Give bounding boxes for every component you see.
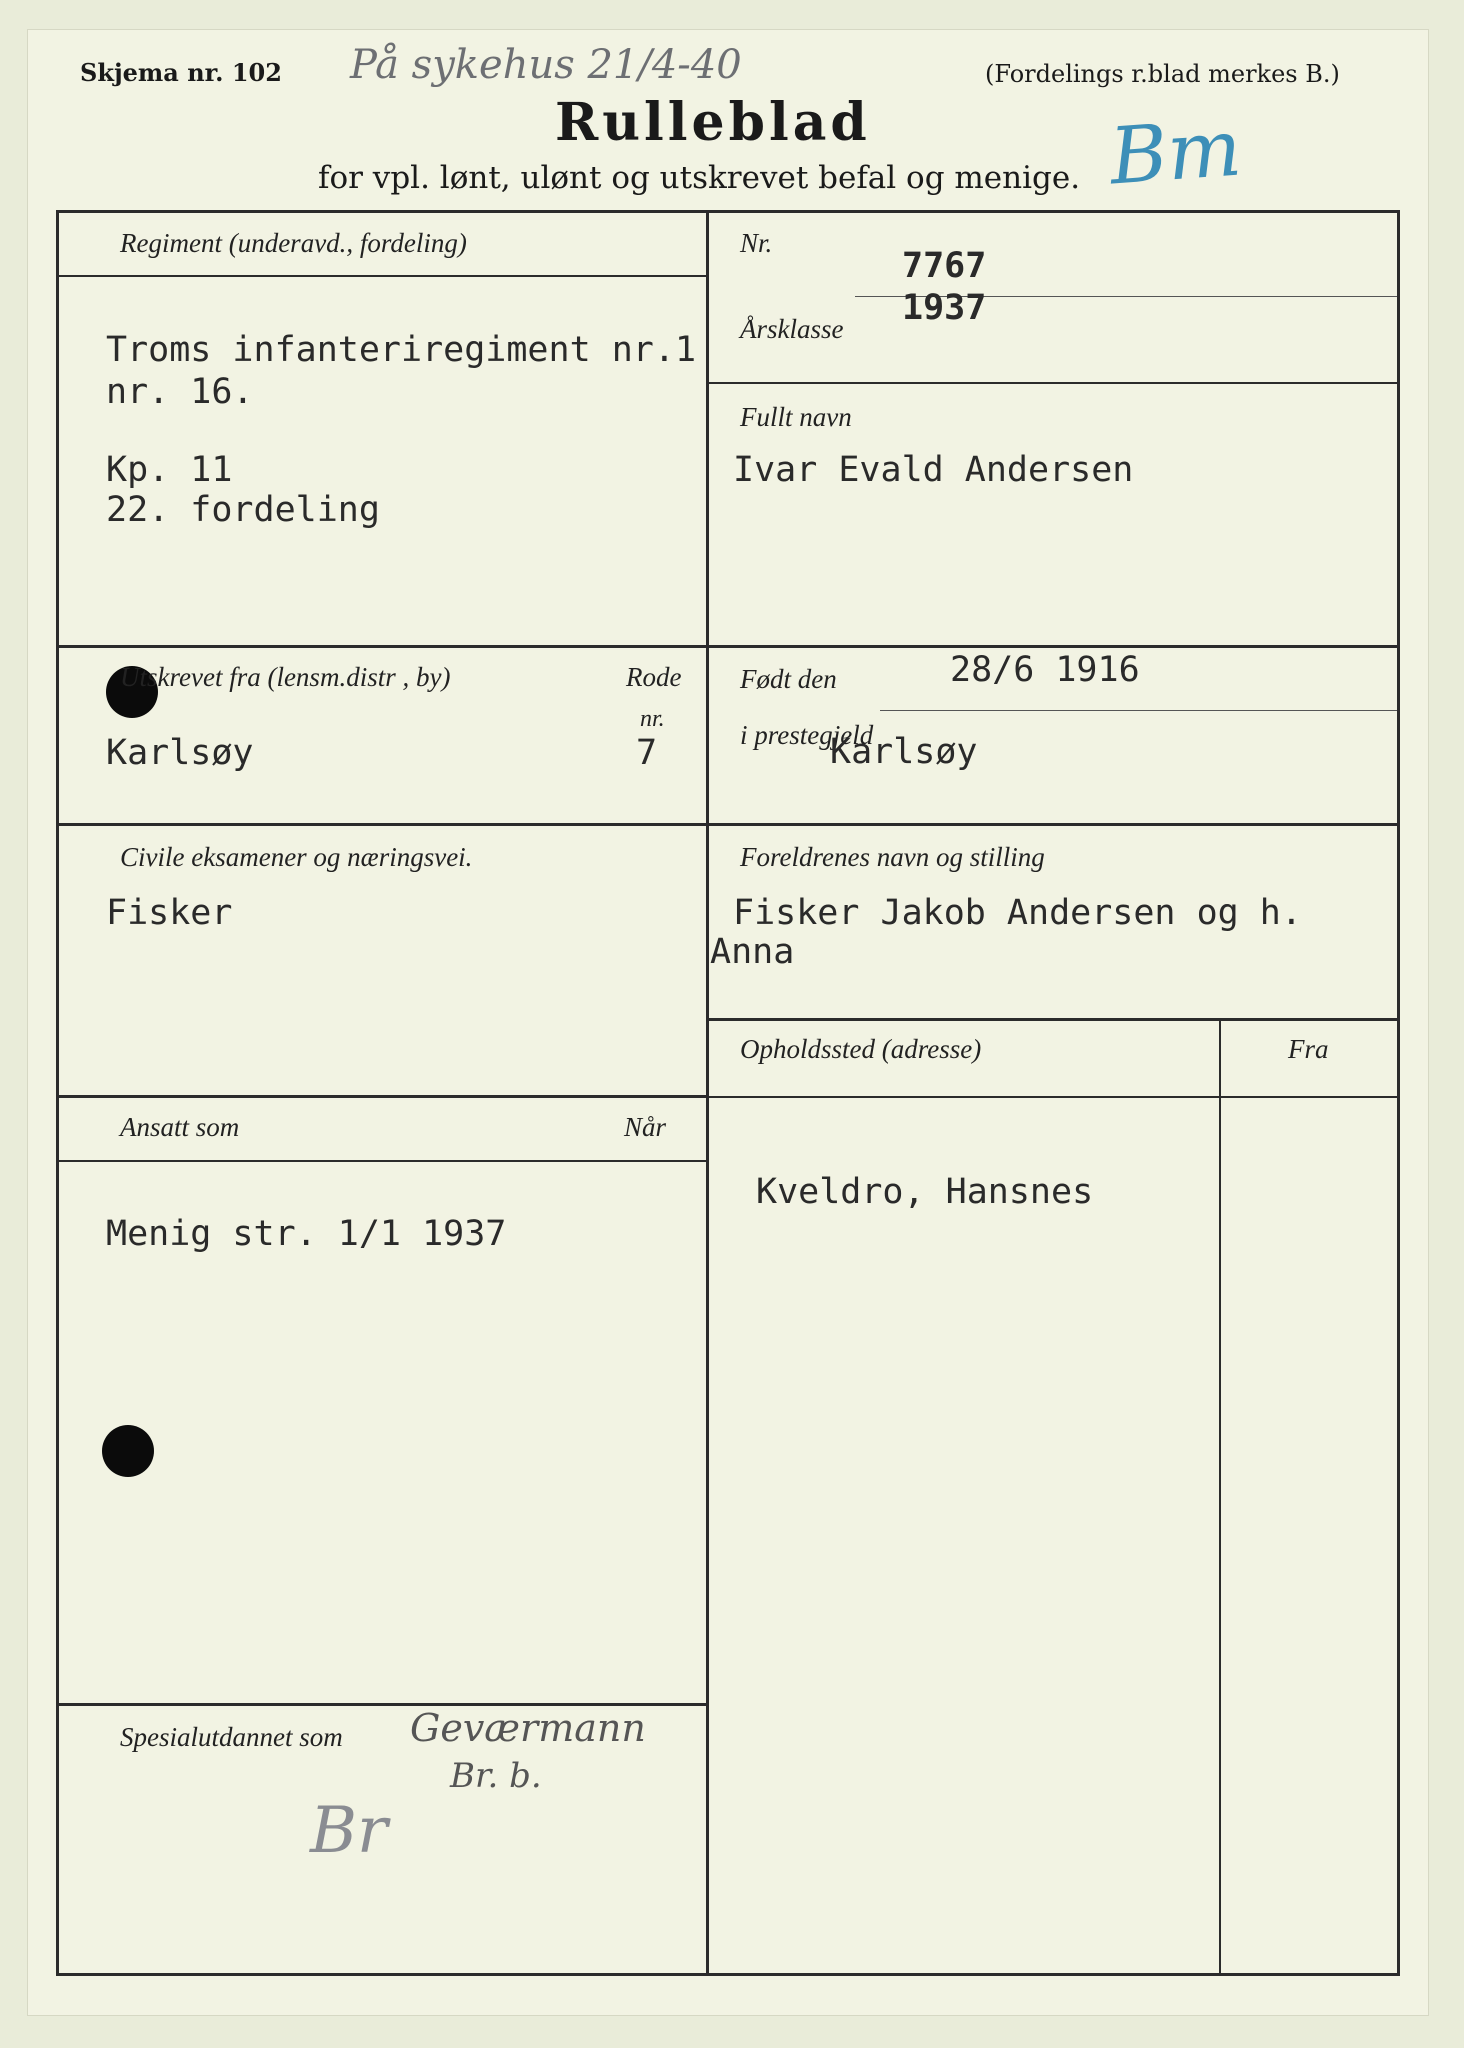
aarsklasse-label: Årsklasse (740, 314, 844, 344)
aarsklasse-underline (709, 382, 1397, 384)
frame-top (56, 210, 1400, 213)
conscripted-value: Karlsøy (106, 733, 254, 773)
frame-left (56, 210, 59, 1976)
regiment-label: Regiment (underavd., fordeling) (120, 228, 467, 258)
regiment-line-1: Troms infanteriregiment nr.1 (106, 330, 697, 370)
residence-value: Kveldro, Hansnes (756, 1172, 1094, 1212)
divider-3 (59, 1095, 706, 1098)
employed-value: Menig str. 1/1 1937 (106, 1214, 507, 1254)
blue-mark: Bm (1107, 103, 1245, 203)
regiment-underline (59, 275, 706, 277)
civil-value: Fisker (106, 893, 233, 933)
divider-r1 (709, 645, 1397, 648)
frame-bottom (56, 1973, 1400, 1976)
nr-value: 7767 (902, 246, 987, 286)
rode-value: 7 (636, 733, 658, 773)
parents-line-1: Fisker Jakob Andersen og h. (733, 893, 1302, 933)
employed-label: Ansatt som (120, 1112, 240, 1142)
ansatt-underline (59, 1160, 706, 1162)
handwritten-note: På sykehus 21/4-40 (350, 42, 742, 88)
aarsklasse-value: 1937 (902, 288, 987, 328)
form-subtitle: for vpl. lønt, ulønt og utskrevet befal og menige. (318, 160, 1081, 196)
divider-1 (59, 645, 706, 648)
conscripted-label: Utskrevet fra (lensm.distr , by) (120, 662, 451, 692)
born-value: 28/6 1916 (950, 650, 1140, 690)
parish-value: Karlsøy (830, 732, 978, 772)
form-title: Rulleblad (555, 92, 871, 153)
divider-r3 (709, 1018, 1397, 1021)
civil-label: Civile eksamener og næringsvei. (120, 842, 473, 872)
regiment-line-3: Kp. 11 (106, 450, 233, 490)
parents-line-2: Anna (710, 932, 795, 972)
nr-label: Nr. (740, 228, 773, 258)
parents-label: Foreldrenes navn og stilling (740, 842, 1045, 872)
punch-hole-bottom (102, 1425, 154, 1477)
distribution-note: (Fordelings r.blad merkes B.) (985, 60, 1340, 88)
regiment-line-2: nr. 16. (106, 372, 254, 412)
form-sheet (28, 30, 1428, 2015)
special-value: Geværmann (410, 1706, 646, 1750)
initials-signature: Br (310, 1794, 388, 1868)
from-label: Fra (1288, 1034, 1329, 1064)
employed-when-label: Når (624, 1112, 667, 1142)
divider-2 (59, 823, 706, 826)
frame-right (1397, 210, 1400, 1976)
fra-column-divider (1219, 1021, 1221, 1976)
born-label: Født den (740, 664, 837, 694)
rode-label: Rode (626, 662, 682, 692)
opholdssted-underline (709, 1096, 1397, 1098)
special-label: Spesialutdannet som (120, 1722, 343, 1752)
frame-center (706, 210, 709, 1976)
full-name-value: Ivar Evald Andersen (733, 450, 1134, 490)
parish-label: i prestegjeld (740, 720, 874, 750)
divider-r2 (709, 823, 1397, 826)
residence-label: Opholdssted (adresse) (740, 1034, 982, 1064)
fodt-underline (880, 710, 1397, 711)
regiment-line-4: 22. fordeling (106, 490, 380, 530)
rode-nr-label: nr. (640, 706, 665, 732)
full-name-label: Fullt navn (740, 402, 852, 432)
special-note: Br. b. (450, 1756, 542, 1796)
form-number: Skjema nr. 102 (80, 58, 282, 87)
